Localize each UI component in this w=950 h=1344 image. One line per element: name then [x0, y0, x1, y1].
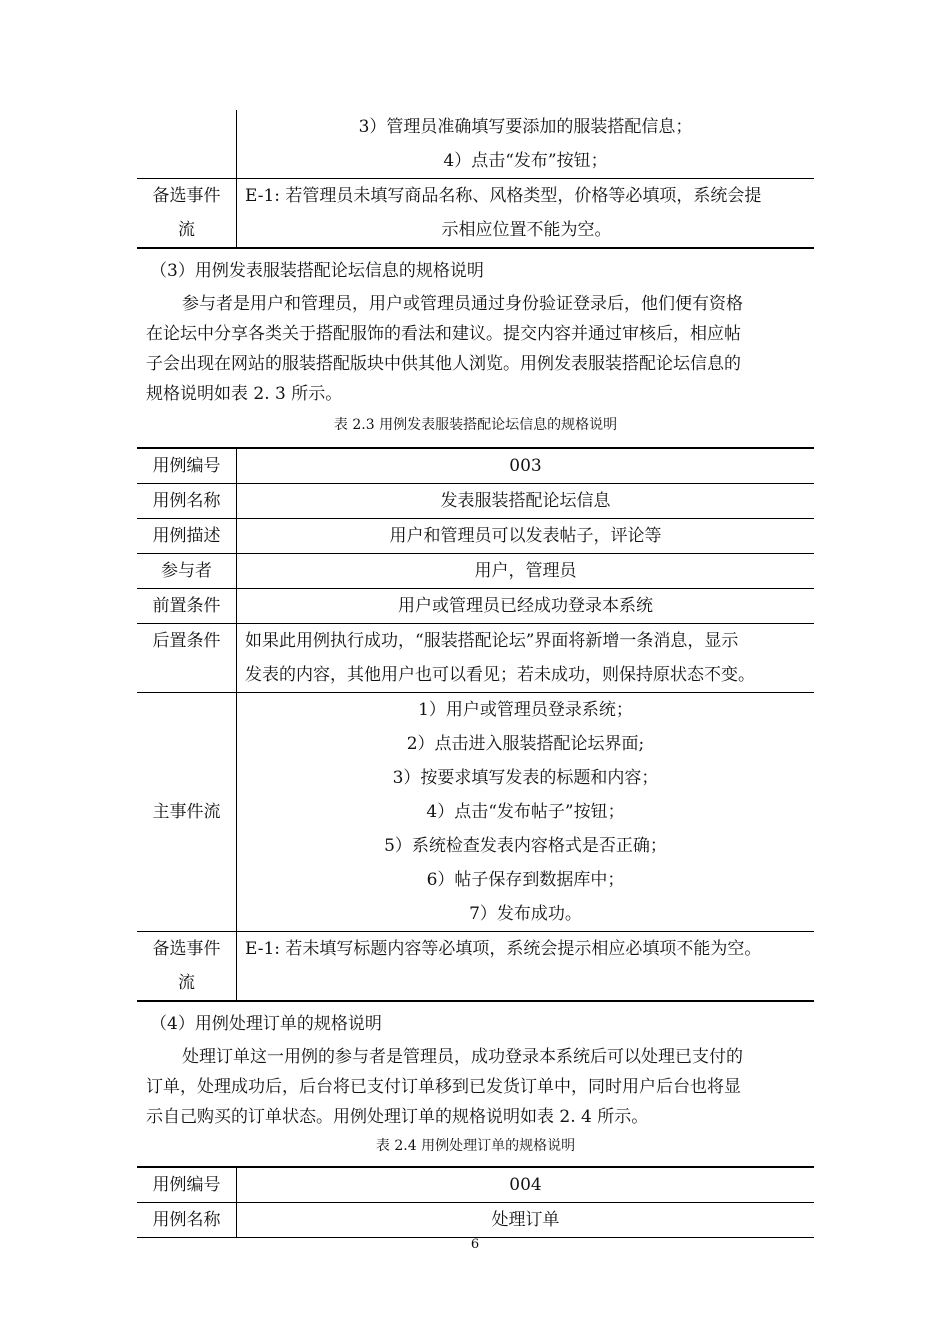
main-flow-steps-cell: [237, 110, 815, 179]
step-line: 6）帖子保存到数据库中；: [426, 870, 625, 890]
step-line: 2）点击进入服装搭配论坛界面;: [406, 734, 645, 754]
table-2-2-continued: [137, 110, 814, 249]
row-value: 用户和管理员可以发表帖子，评论等: [237, 519, 815, 554]
post-condition-label: 后置条件: [137, 624, 237, 693]
step-line: 4）点击“发布帖子”按钮；: [426, 802, 625, 822]
table-caption: 表 2.3 用例发表服装搭配论坛信息的规格说明: [333, 417, 618, 433]
paragraph: 参与者是用户和管理员，用户或管理员通过身份验证登录后，他们便有资格 在论坛中分享各类关于搭配服饰的看法和建议。提交内容并通过审核后，相应帖 子会出现在网站的服装搭配版块中供其他人浏览。用例发表服装搭配论坛信息的 规格说明如表 2. 3 所示。: [146, 294, 743, 404]
alt-flow-label: 备选事件 流: [137, 932, 237, 1002]
main-flow-label-cell: [137, 110, 237, 179]
row-value: 用户，管理员: [237, 554, 815, 589]
table-2-4: [137, 1166, 814, 1238]
section-heading: （4）用例处理订单的规格说明: [150, 1014, 382, 1034]
row-value: 用户或管理员已经成功登录本系统: [237, 589, 815, 624]
alt-flow-label: 备选事件 流: [137, 179, 237, 249]
section-heading: （3）用例发表服装搭配论坛信息的规格说明: [150, 261, 484, 281]
row-value: 发表服装搭配论坛信息: [237, 484, 815, 519]
step-line: 7）发布成功。: [469, 904, 582, 924]
step-line: 3）按要求填写发表的标题和内容；: [392, 768, 659, 788]
row-label: 用例名称: [137, 1203, 237, 1238]
step-line: 4）点击“发布”按钮；: [443, 151, 608, 171]
row-label: 参与者: [137, 554, 237, 589]
page-number: 6: [470, 1237, 480, 1252]
row-label: 前置条件: [137, 589, 237, 624]
table-caption: 表 2.4 用例处理订单的规格说明: [375, 1138, 576, 1154]
row-label: 用例名称: [137, 484, 237, 519]
row-value: 004: [237, 1167, 815, 1203]
row-label: 用例编号: [137, 448, 237, 484]
step-line: 3）管理员准确填写要添加的服装搭配信息；: [358, 117, 693, 137]
alt-flow-text: E-1: 若管理员未填写商品名称、风格类型，价格等必填项，系统会提 示相应位置不能为空。: [237, 179, 815, 249]
post-condition-text: 如果此用例执行成功，“服装搭配论坛”界面将新增一条消息，显示 发表的内容，其他用户也可以看见；若未成功，则保持原状态不变。: [237, 624, 815, 693]
main-flow-steps: [237, 693, 815, 932]
table-2-3: [137, 447, 814, 1002]
row-value: 处理订单: [237, 1203, 815, 1238]
main-flow-label: 主事件流: [137, 693, 237, 932]
step-line: 1）用户或管理员登录系统；: [418, 700, 633, 720]
alt-flow-text: E-1: 若未填写标题内容等必填项，系统会提示相应必填项不能为空。: [237, 932, 815, 1002]
row-label: 用例描述: [137, 519, 237, 554]
paragraph: 处理订单这一用例的参与者是管理员，成功登录本系统后可以处理已支付的 订单，处理成功后，后台将已支付订单移到已发货订单中，同时用户后台也将显 示自己购买的订单状态。用例处理订单的规格说明如表 2. 4 所示。: [146, 1047, 743, 1127]
row-value: 003: [237, 448, 815, 484]
step-line: 5）系统检查发表内容格式是否正确；: [384, 836, 667, 856]
row-label: 用例编号: [137, 1167, 237, 1203]
